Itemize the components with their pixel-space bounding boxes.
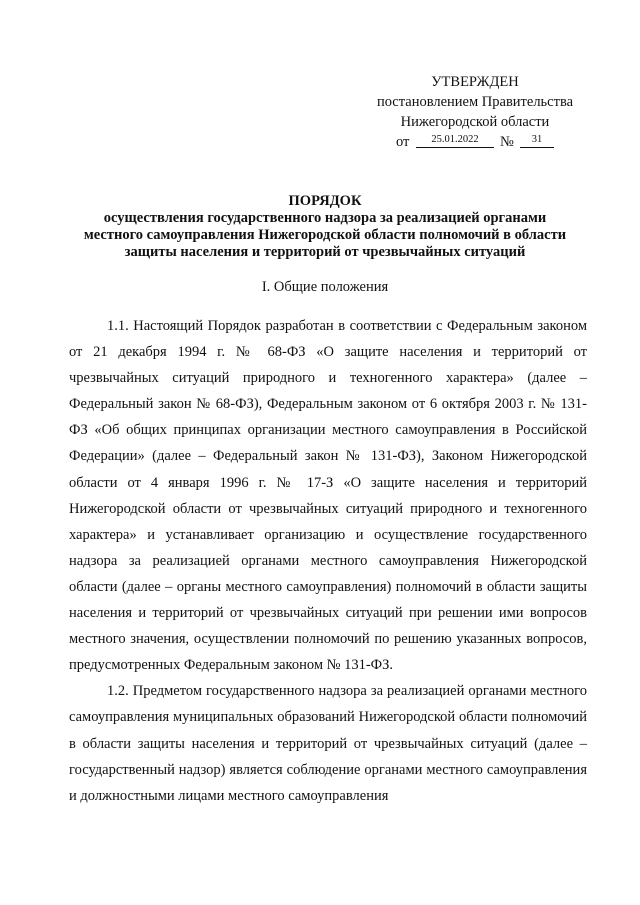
approval-stamp: [350, 72, 600, 152]
title-line-3: защиты населения и территорий от чрезвычайных ситуаций: [124, 244, 526, 260]
approval-title: УТВЕРЖДЕН: [431, 74, 519, 90]
title-line-1: осуществления государственного надзора за реализацией органами: [103, 210, 547, 226]
title-heading: ПОРЯДОК: [288, 193, 362, 209]
title-line-2: местного самоуправления Нижегородской области полномочий в области: [83, 227, 567, 243]
paragraph-1-1: 1.1. Настоящий Порядок разработан в соответствии с Федеральным законом от 21 декабря 1994 г. № 68-ФЗ «О защите населения и территорий от чрезвычайных ситуаций природного и техногенного характера» (далее – Федеральный закон № 68-ФЗ), Федеральным законом от 6 октября 2003 г. № 131-ФЗ «Об общих принципах организации местного самоуправления в Российской Федерации» (далее – Федеральный закон № 131-ФЗ), Законом Нижегородской области от 4 января 1996 г. № 17-З «О защите населения и территорий Нижегородской области от чрезвычайных ситуаций природного и техногенного характера» и устанавливает организацию и осуществление государственного надзора за реализацией органами местного самоуправления Нижегородской области (далее – органы местного самоуправления) полномочий в области защиты населения и территорий от чрезвычайных ситуаций при решении ими вопросов местного значения, осуществлении полномочий по решению указанных вопросов, предусмотренных Федеральным законом № 131-ФЗ.: [69, 318, 587, 674]
approval-number: 31: [520, 132, 554, 148]
section-heading: I. Общие положения: [261, 279, 389, 295]
body-text: [69, 313, 587, 809]
approval-decree: постановлением Правительства: [376, 94, 574, 110]
from-label: от: [396, 134, 410, 150]
approval-date: 25.01.2022: [416, 132, 494, 148]
approval-date-line: [350, 132, 600, 152]
paragraph-1-2: 1.2. Предметом государственного надзора за реализацией органами местного самоуправления муниципальных образований Нижегородской области полномочий в области защиты населения и территорий от чрезвычайных ситуаций (далее – государственный надзор) является соблюдение органами местного самоуправления и должностными лицами местного самоуправления: [69, 683, 587, 804]
document-title: [60, 193, 590, 261]
approval-region: Нижегородской области: [400, 114, 550, 130]
number-label: №: [500, 134, 514, 150]
